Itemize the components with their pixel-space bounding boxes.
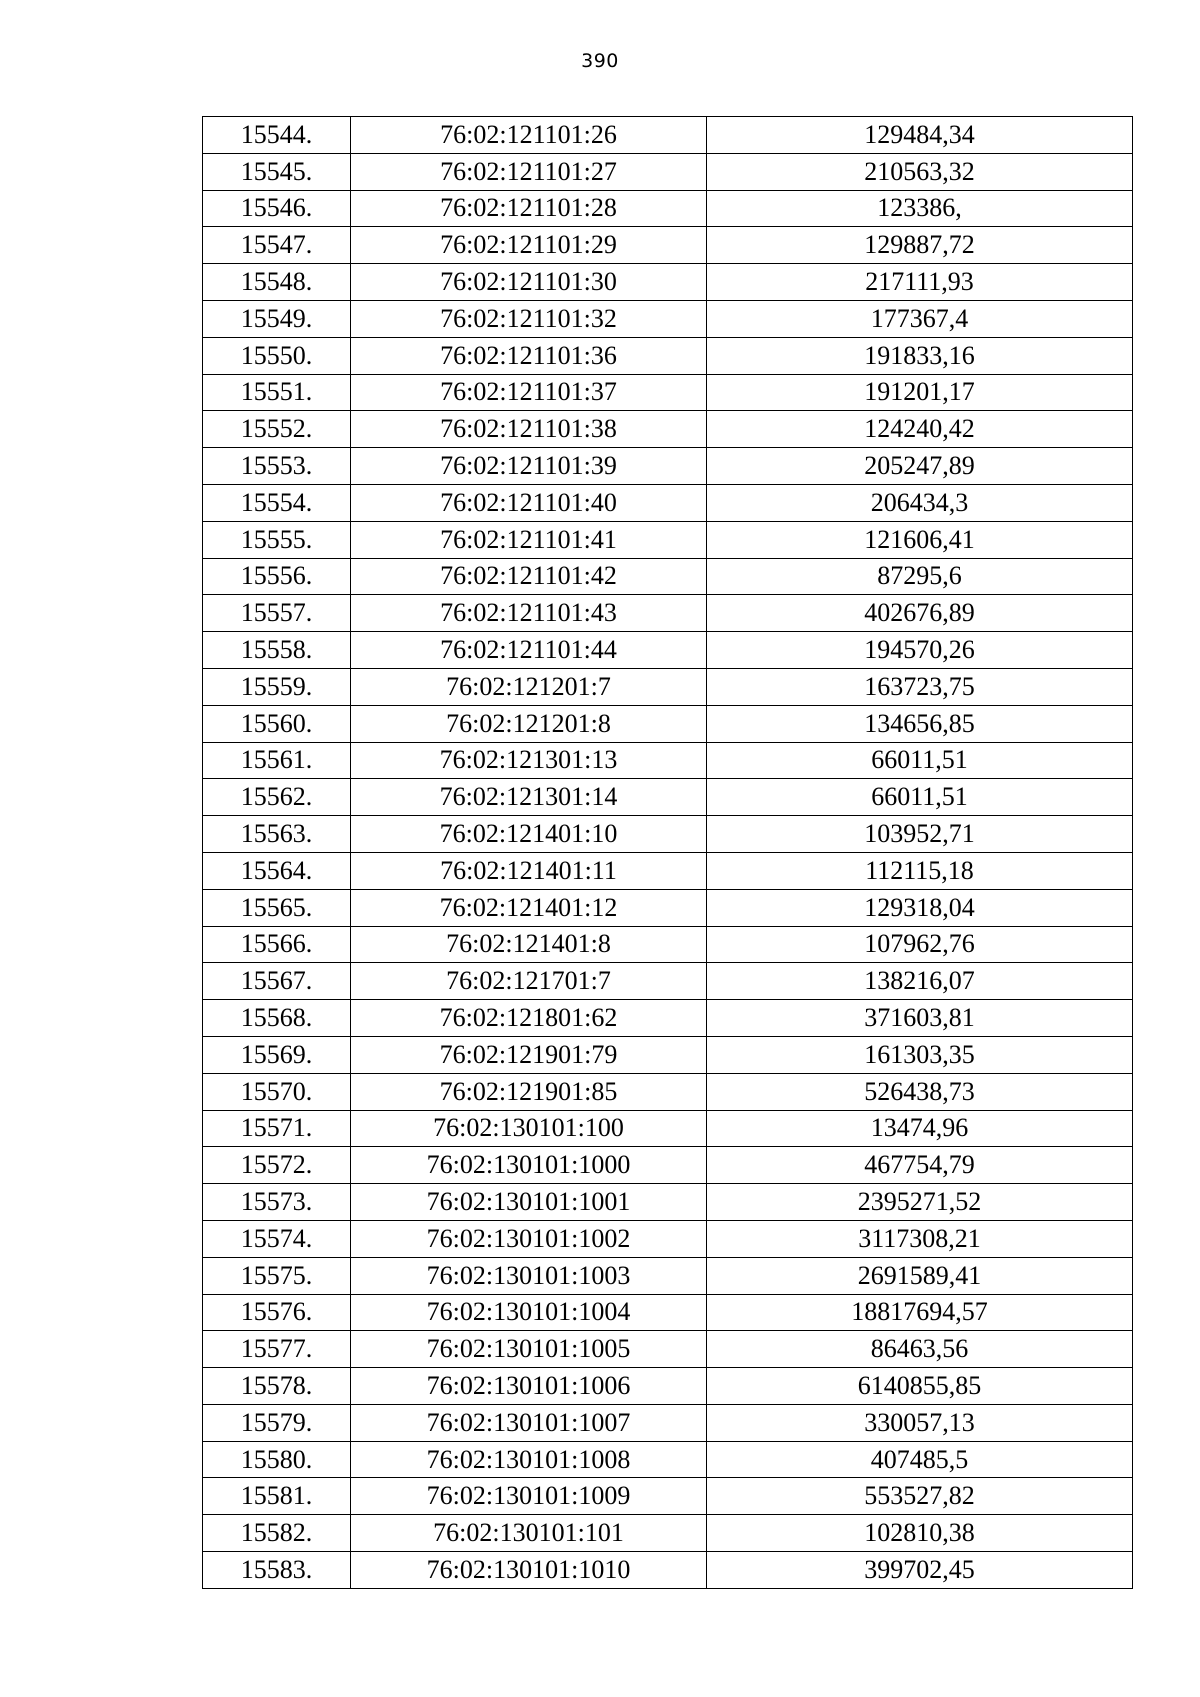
cadastral-number-cell: 76:02:121901:85 bbox=[351, 1073, 707, 1110]
value-cell: 206434,3 bbox=[707, 484, 1133, 521]
value-cell: 107962,76 bbox=[707, 926, 1133, 963]
cadastral-number-cell: 76:02:130101:101 bbox=[351, 1515, 707, 1552]
table-row bbox=[203, 521, 1133, 558]
value-cell: 66011,51 bbox=[707, 742, 1133, 779]
value-cell: 121606,41 bbox=[707, 521, 1133, 558]
value-cell: 129887,72 bbox=[707, 227, 1133, 264]
cadastral-number-cell: 76:02:121801:62 bbox=[351, 1000, 707, 1037]
row-number-cell: 15555. bbox=[203, 521, 351, 558]
value-cell: 123386, bbox=[707, 190, 1133, 227]
row-number-cell: 15551. bbox=[203, 374, 351, 411]
table-row bbox=[203, 1331, 1133, 1368]
cadastral-number-cell: 76:02:121101:44 bbox=[351, 632, 707, 669]
cadastral-number-cell: 76:02:121101:41 bbox=[351, 521, 707, 558]
value-cell: 217111,93 bbox=[707, 264, 1133, 301]
cadastral-number-cell: 76:02:130101:1003 bbox=[351, 1257, 707, 1294]
row-number-cell: 15548. bbox=[203, 264, 351, 301]
table-row bbox=[203, 1368, 1133, 1405]
row-number-cell: 15578. bbox=[203, 1368, 351, 1405]
cadastral-number-cell: 76:02:121401:10 bbox=[351, 816, 707, 853]
value-cell: 129318,04 bbox=[707, 889, 1133, 926]
table-row bbox=[203, 668, 1133, 705]
row-number-cell: 15549. bbox=[203, 300, 351, 337]
table-row bbox=[203, 300, 1133, 337]
row-number-cell: 15582. bbox=[203, 1515, 351, 1552]
table-row bbox=[203, 816, 1133, 853]
value-cell: 2395271,52 bbox=[707, 1184, 1133, 1221]
cadastral-number-cell: 76:02:121701:7 bbox=[351, 963, 707, 1000]
row-number-cell: 15559. bbox=[203, 668, 351, 705]
row-number-cell: 15546. bbox=[203, 190, 351, 227]
table-row bbox=[203, 374, 1133, 411]
table-row bbox=[203, 1000, 1133, 1037]
value-cell: 66011,51 bbox=[707, 779, 1133, 816]
table-row bbox=[203, 448, 1133, 485]
cadastral-number-cell: 76:02:121401:8 bbox=[351, 926, 707, 963]
table-row bbox=[203, 190, 1133, 227]
value-cell: 18817694,57 bbox=[707, 1294, 1133, 1331]
cadastral-number-cell: 76:02:121401:12 bbox=[351, 889, 707, 926]
row-number-cell: 15581. bbox=[203, 1478, 351, 1515]
row-number-cell: 15579. bbox=[203, 1404, 351, 1441]
table-row bbox=[203, 705, 1133, 742]
table-row bbox=[203, 558, 1133, 595]
value-cell: 103952,71 bbox=[707, 816, 1133, 853]
value-cell: 124240,42 bbox=[707, 411, 1133, 448]
row-number-cell: 15544. bbox=[203, 117, 351, 154]
table-row bbox=[203, 595, 1133, 632]
cadastral-number-cell: 76:02:121101:43 bbox=[351, 595, 707, 632]
cadastral-number-cell: 76:02:121201:8 bbox=[351, 705, 707, 742]
table-row bbox=[203, 963, 1133, 1000]
value-cell: 526438,73 bbox=[707, 1073, 1133, 1110]
row-number-cell: 15558. bbox=[203, 632, 351, 669]
row-number-cell: 15568. bbox=[203, 1000, 351, 1037]
row-number-cell: 15573. bbox=[203, 1184, 351, 1221]
row-number-cell: 15565. bbox=[203, 889, 351, 926]
table-row bbox=[203, 779, 1133, 816]
row-number-cell: 15553. bbox=[203, 448, 351, 485]
table-row bbox=[203, 1184, 1133, 1221]
table-row bbox=[203, 153, 1133, 190]
row-number-cell: 15574. bbox=[203, 1220, 351, 1257]
row-number-cell: 15556. bbox=[203, 558, 351, 595]
table-row bbox=[203, 1110, 1133, 1147]
cadastral-number-cell: 76:02:121301:13 bbox=[351, 742, 707, 779]
value-cell: 194570,26 bbox=[707, 632, 1133, 669]
row-number-cell: 15545. bbox=[203, 153, 351, 190]
value-cell: 102810,38 bbox=[707, 1515, 1133, 1552]
row-number-cell: 15577. bbox=[203, 1331, 351, 1368]
cadastral-table bbox=[202, 116, 1133, 1589]
value-cell: 402676,89 bbox=[707, 595, 1133, 632]
value-cell: 87295,6 bbox=[707, 558, 1133, 595]
cadastral-number-cell: 76:02:121101:40 bbox=[351, 484, 707, 521]
table-row bbox=[203, 742, 1133, 779]
table-row bbox=[203, 889, 1133, 926]
value-cell: 191201,17 bbox=[707, 374, 1133, 411]
cadastral-number-cell: 76:02:130101:1010 bbox=[351, 1552, 707, 1589]
cadastral-number-cell: 76:02:130101:1000 bbox=[351, 1147, 707, 1184]
cadastral-number-cell: 76:02:130101:1008 bbox=[351, 1441, 707, 1478]
row-number-cell: 15554. bbox=[203, 484, 351, 521]
cadastral-number-cell: 76:02:121101:39 bbox=[351, 448, 707, 485]
table-row bbox=[203, 1478, 1133, 1515]
table-row bbox=[203, 1220, 1133, 1257]
cadastral-number-cell: 76:02:130101:1007 bbox=[351, 1404, 707, 1441]
table-row bbox=[203, 484, 1133, 521]
cadastral-number-cell: 76:02:130101:1002 bbox=[351, 1220, 707, 1257]
cadastral-number-cell: 76:02:130101:1006 bbox=[351, 1368, 707, 1405]
row-number-cell: 15560. bbox=[203, 705, 351, 742]
cadastral-number-cell: 76:02:121301:14 bbox=[351, 779, 707, 816]
cadastral-number-cell: 76:02:121101:30 bbox=[351, 264, 707, 301]
value-cell: 205247,89 bbox=[707, 448, 1133, 485]
row-number-cell: 15583. bbox=[203, 1552, 351, 1589]
table-row bbox=[203, 264, 1133, 301]
row-number-cell: 15552. bbox=[203, 411, 351, 448]
cadastral-number-cell: 76:02:121101:26 bbox=[351, 117, 707, 154]
row-number-cell: 15563. bbox=[203, 816, 351, 853]
page-number: 390 bbox=[581, 50, 619, 72]
value-cell: 191833,16 bbox=[707, 337, 1133, 374]
table-body bbox=[203, 117, 1133, 1589]
cadastral-number-cell: 76:02:121101:38 bbox=[351, 411, 707, 448]
cadastral-number-cell: 76:02:130101:100 bbox=[351, 1110, 707, 1147]
cadastral-number-cell: 76:02:121101:32 bbox=[351, 300, 707, 337]
cadastral-number-cell: 76:02:121201:7 bbox=[351, 668, 707, 705]
value-cell: 467754,79 bbox=[707, 1147, 1133, 1184]
table-row bbox=[203, 852, 1133, 889]
value-cell: 134656,85 bbox=[707, 705, 1133, 742]
value-cell: 138216,07 bbox=[707, 963, 1133, 1000]
value-cell: 3117308,21 bbox=[707, 1220, 1133, 1257]
value-cell: 163723,75 bbox=[707, 668, 1133, 705]
value-cell: 112115,18 bbox=[707, 852, 1133, 889]
value-cell: 13474,96 bbox=[707, 1110, 1133, 1147]
cadastral-number-cell: 76:02:121101:36 bbox=[351, 337, 707, 374]
table-row bbox=[203, 1441, 1133, 1478]
cadastral-number-cell: 76:02:121101:29 bbox=[351, 227, 707, 264]
cadastral-number-cell: 76:02:121101:37 bbox=[351, 374, 707, 411]
row-number-cell: 15562. bbox=[203, 779, 351, 816]
value-cell: 407485,5 bbox=[707, 1441, 1133, 1478]
cadastral-number-cell: 76:02:130101:1009 bbox=[351, 1478, 707, 1515]
value-cell: 210563,32 bbox=[707, 153, 1133, 190]
row-number-cell: 15550. bbox=[203, 337, 351, 374]
cadastral-number-cell: 76:02:121101:27 bbox=[351, 153, 707, 190]
table-row bbox=[203, 337, 1133, 374]
cadastral-number-cell: 76:02:121401:11 bbox=[351, 852, 707, 889]
value-cell: 330057,13 bbox=[707, 1404, 1133, 1441]
table-row bbox=[203, 411, 1133, 448]
table-row bbox=[203, 1404, 1133, 1441]
cadastral-number-cell: 76:02:130101:1004 bbox=[351, 1294, 707, 1331]
row-number-cell: 15576. bbox=[203, 1294, 351, 1331]
table-row bbox=[203, 1515, 1133, 1552]
row-number-cell: 15575. bbox=[203, 1257, 351, 1294]
table-row bbox=[203, 1257, 1133, 1294]
value-cell: 2691589,41 bbox=[707, 1257, 1133, 1294]
row-number-cell: 15569. bbox=[203, 1036, 351, 1073]
table-row bbox=[203, 117, 1133, 154]
cadastral-number-cell: 76:02:121101:42 bbox=[351, 558, 707, 595]
value-cell: 161303,35 bbox=[707, 1036, 1133, 1073]
value-cell: 177367,4 bbox=[707, 300, 1133, 337]
table-row bbox=[203, 632, 1133, 669]
row-number-cell: 15570. bbox=[203, 1073, 351, 1110]
table-row bbox=[203, 1036, 1133, 1073]
table-row bbox=[203, 926, 1133, 963]
table-row bbox=[203, 1294, 1133, 1331]
cadastral-number-cell: 76:02:121901:79 bbox=[351, 1036, 707, 1073]
row-number-cell: 15566. bbox=[203, 926, 351, 963]
cadastral-number-cell: 76:02:121101:28 bbox=[351, 190, 707, 227]
row-number-cell: 15547. bbox=[203, 227, 351, 264]
cadastral-number-cell: 76:02:130101:1005 bbox=[351, 1331, 707, 1368]
table-row bbox=[203, 1147, 1133, 1184]
value-cell: 399702,45 bbox=[707, 1552, 1133, 1589]
row-number-cell: 15557. bbox=[203, 595, 351, 632]
row-number-cell: 15580. bbox=[203, 1441, 351, 1478]
row-number-cell: 15567. bbox=[203, 963, 351, 1000]
value-cell: 86463,56 bbox=[707, 1331, 1133, 1368]
row-number-cell: 15571. bbox=[203, 1110, 351, 1147]
table-row bbox=[203, 1073, 1133, 1110]
table-row bbox=[203, 227, 1133, 264]
value-cell: 553527,82 bbox=[707, 1478, 1133, 1515]
row-number-cell: 15564. bbox=[203, 852, 351, 889]
row-number-cell: 15561. bbox=[203, 742, 351, 779]
value-cell: 6140855,85 bbox=[707, 1368, 1133, 1405]
value-cell: 129484,34 bbox=[707, 117, 1133, 154]
table-row bbox=[203, 1552, 1133, 1589]
row-number-cell: 15572. bbox=[203, 1147, 351, 1184]
value-cell: 371603,81 bbox=[707, 1000, 1133, 1037]
cadastral-number-cell: 76:02:130101:1001 bbox=[351, 1184, 707, 1221]
